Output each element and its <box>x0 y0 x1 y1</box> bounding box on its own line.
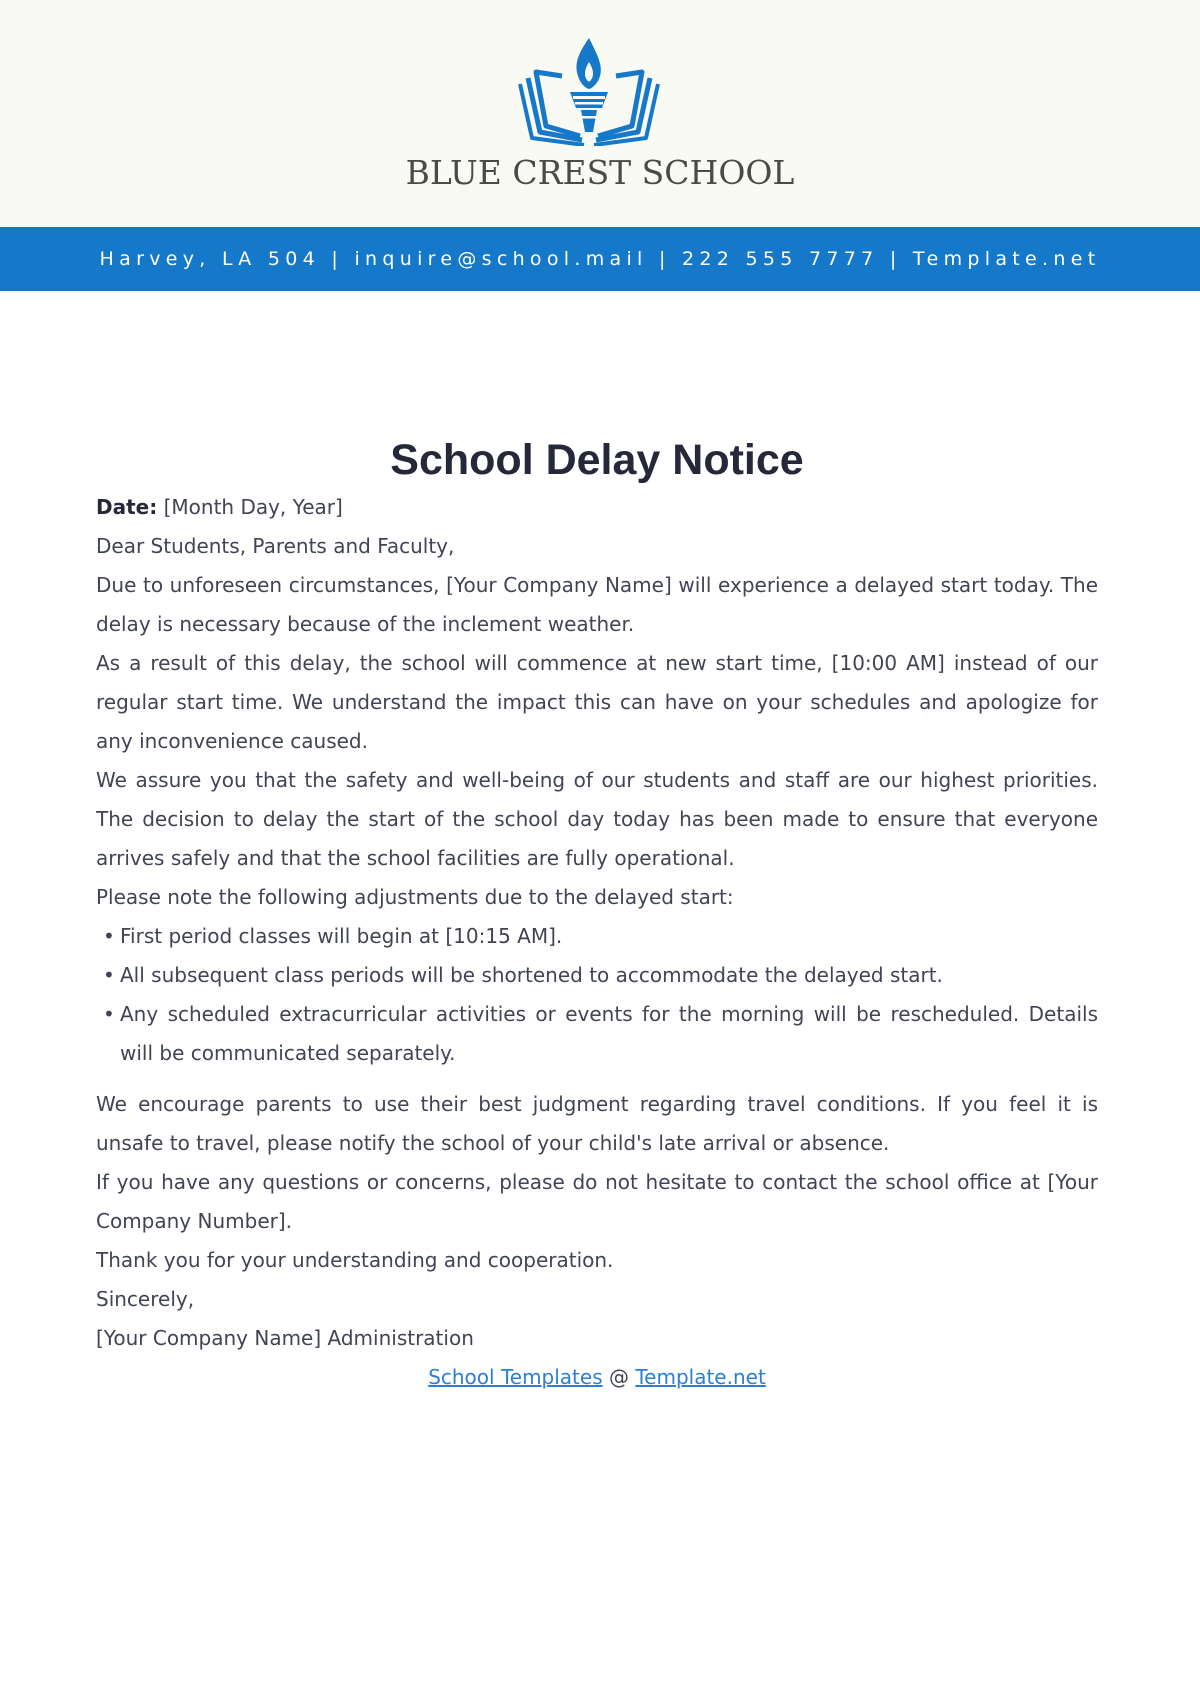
paragraph: If you have any questions or concerns, please do not hesitate to contact the school office at [Your Company Number]. <box>96 1170 1098 1233</box>
list-item: • First period classes will begin at [10:15 AM]. <box>120 917 1098 956</box>
sign-off: Sincerely, <box>96 1287 195 1311</box>
paragraph: Please note the following adjustments due to the delayed start: <box>96 885 734 909</box>
footer-links <box>96 1358 1098 1397</box>
greeting: Dear Students, Parents and Faculty, <box>96 534 455 558</box>
date-line <box>96 488 1098 527</box>
school-templates-link[interactable]: School Templates <box>428 1365 603 1389</box>
date-label: Date: <box>96 495 158 519</box>
letterhead <box>0 0 1200 227</box>
list-item: • All subsequent class periods will be shortened to accommodate the delayed start. <box>120 956 1098 995</box>
paragraph: We encourage parents to use their best judgment regarding travel conditions. If you feel it is unsafe to travel, please notify the school of your child's late arrival or absence. <box>96 1092 1098 1155</box>
paragraph: We assure you that the safety and well-being of our students and staff are our highest priorities. The decision to delay the start of the school day today has been made to ensure that everyone arrives safely and that the school facilities are fully operational. <box>96 768 1098 870</box>
paragraph: Due to unforeseen circumstances, [Your Company Name] will experience a delayed start today. The delay is necessary because of the inclement weather. <box>96 573 1098 636</box>
signature-line: [Your Company Name] Administration <box>96 1326 474 1350</box>
thank-you-line: Thank you for your understanding and cooperation. <box>96 1248 614 1272</box>
adjustments-list <box>96 917 1098 1073</box>
template-net-link[interactable]: Template.net <box>635 1365 766 1389</box>
book-torch-logo-icon <box>518 36 660 146</box>
page-title: School Delay Notice <box>390 436 804 484</box>
list-item: • Any scheduled extracurricular activities or events for the morning will be rescheduled. Details will be communicated separately. <box>120 995 1098 1073</box>
contact-bar <box>0 227 1200 291</box>
spacer <box>96 1073 1098 1085</box>
date-value: [Month Day, Year] <box>157 495 343 519</box>
footer-separator: @ <box>602 1365 636 1389</box>
notice-body <box>96 432 1098 1397</box>
school-name: BLUE CREST SCHOOL <box>405 153 795 192</box>
contact-info: Harvey, LA 504 | inquire@school.mail | 222 555 7777 | Template.net <box>99 248 1101 270</box>
paragraph: As a result of this delay, the school will commence at new start time, [10:00 AM] instead of our regular start time. We understand the impact this can have on your schedules and apologize for any inconvenience caused. <box>96 651 1098 753</box>
